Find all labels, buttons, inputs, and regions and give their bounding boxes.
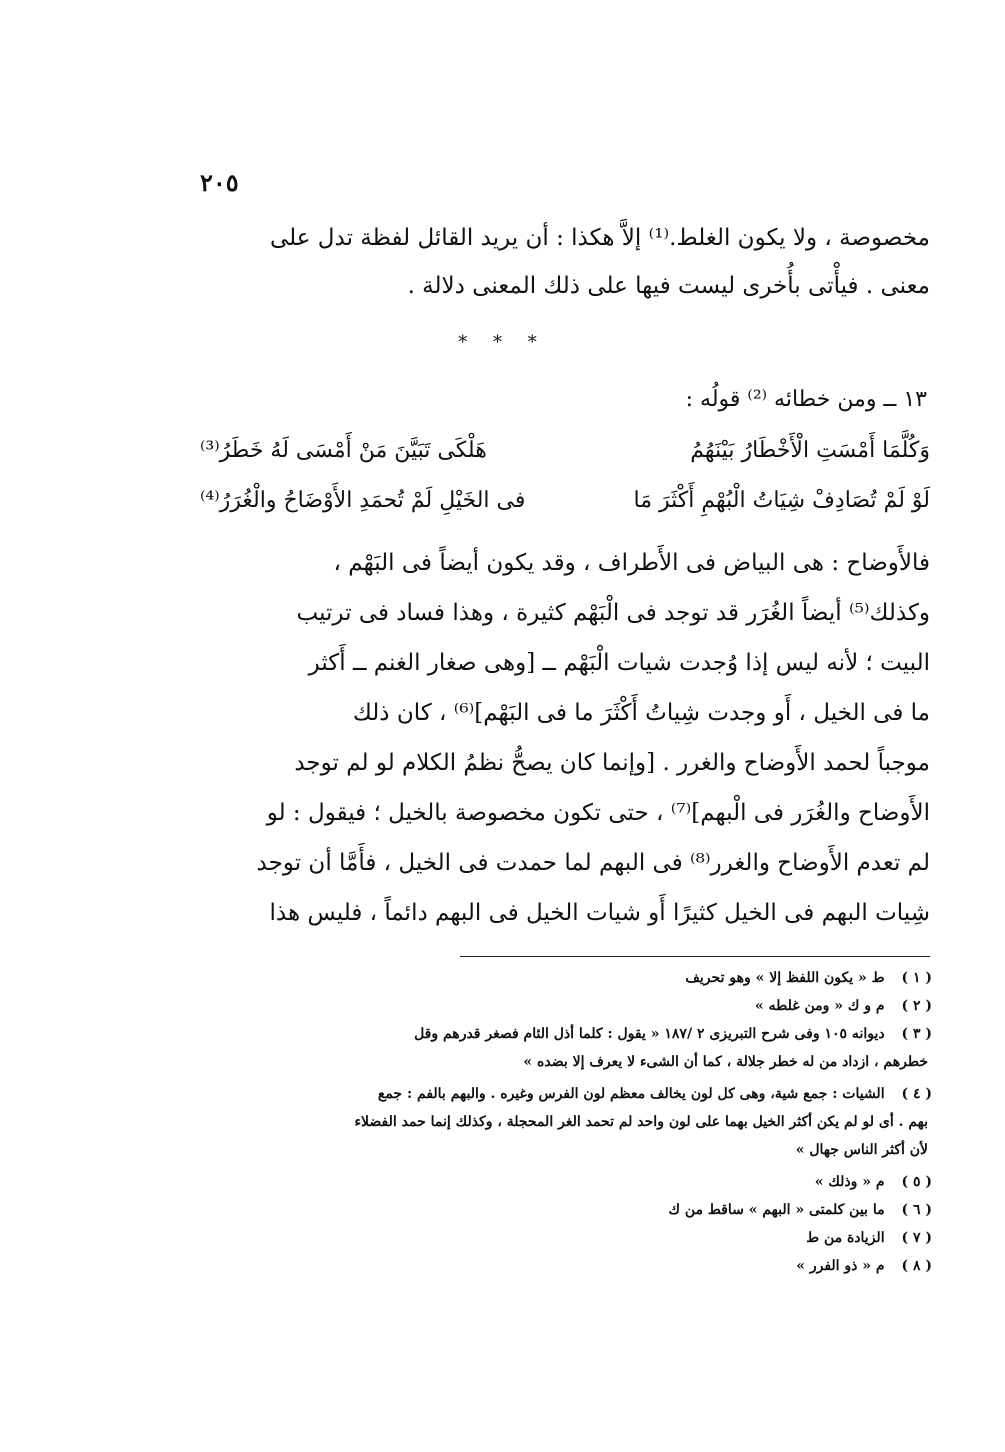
footnote-4	[200, 1080, 932, 1108]
footnote-7-text: الزيادة من ط	[806, 1230, 885, 1246]
commentary-line-6: الأَوضاح والغُرَر فى الْبهم]⁽⁷⁾ ، حتى تكون مخصوصة بالخيل ؛ فيقول : لو	[266, 800, 930, 826]
footnote-3-number: ( ٣ )	[901, 1026, 932, 1042]
intro-line-2: معنى . فيأْتى بأُخرى ليست فيها على ذلك المعنى دلالة .	[407, 273, 930, 299]
footnote-4-continuation-2: لأن أكثر الناس جهال »	[795, 1142, 928, 1158]
footnote-1	[200, 964, 932, 992]
footnote-3-continuation: خطرهم ، ازداد من له خطر جلالة ، كما أن الشىء لا يعرف إلا بضده »	[523, 1054, 928, 1070]
commentary-line-7: لم تعدم الأَوضاح والغرر⁽⁸⁾ فى البهم لما حمدت فى الخيل ، فأَمَّا أن توجد	[256, 850, 930, 876]
commentary-line-1: فالأَوضاح : هى البياض فى الأَطراف ، وقد يكون أيضاً فى البَهْم ،	[333, 550, 930, 576]
footnote-4-number: ( ٤ )	[901, 1086, 932, 1102]
footnote-1-text: ط « يكون اللفظ إلا » وهو تحريف	[685, 970, 885, 986]
footnote-2	[200, 992, 932, 1020]
footnote-8	[200, 1252, 932, 1280]
footnote-1-number: ( ١ )	[901, 970, 932, 986]
footnote-4-continuation-1: بهم . أى لو لم يكن أكثر الخيل بهما على لون واحد لم تحمد الغر المحجلة ، وكذلك إنما حمد الفضلاء	[354, 1114, 928, 1130]
footnotes	[200, 964, 932, 1280]
intro-paragraph	[200, 214, 930, 310]
footnote-5	[200, 1168, 932, 1196]
footnote-7	[200, 1224, 932, 1252]
verse-1-first-hemistich: وَكُلَّمَا أَمْسَتِ الْأَخْطَارُ بَيْنَهُمُ	[690, 438, 930, 463]
footnote-4-text: الشيات : جمع شية، وهى كل لون يخالف معظم لون الفرس وغيره . والبهم بالفم : جمع	[377, 1086, 885, 1102]
verse-2-second-hemistich: فى الخَيْلِ لَمْ تُحمَدِ الأَوْضَاحُ والْغُرَرُ⁽⁴⁾	[200, 488, 526, 513]
page-number: ٢٠٥	[200, 168, 239, 197]
verse-2-first-hemistich: لَوْ لَمْ تُصَادِفْ شِيَاتُ الْبُهْمِ أَكْثَرَ مَا	[633, 488, 930, 513]
footnote-3-text: ديوانه ١٠٥ وفى شرح التبريزى ٢ /١٨٧ « يقول : كلما أذل الئام فصغر قدرهم وقل	[414, 1026, 885, 1042]
footnote-5-number: ( ٥ )	[901, 1174, 932, 1190]
poem-verse-2	[200, 478, 930, 524]
footnote-6-text: ما بين كلمتى « البهم » ساقط من ك	[668, 1202, 885, 1218]
poem-heading: ١٣ ــ ومن خطائه ⁽²⁾ قولُه :	[685, 387, 927, 412]
footnote-divider	[460, 956, 930, 957]
footnote-2-text: م و ك « ومن غلطه »	[755, 998, 885, 1014]
footnote-8-number: ( ٨ )	[901, 1258, 932, 1274]
section-separator: * * *	[458, 332, 547, 353]
commentary-paragraph	[200, 538, 930, 938]
verse-1-second-hemistich: هَلْكَى تَبَيَّنَ مَنْ أَمْسَى لَهُ خَطَرُ⁽³⁾	[200, 438, 487, 463]
footnote-6	[200, 1196, 932, 1224]
commentary-line-5: موجباً لحمد الأَوضاح والغرر . [وإنما كان يصحُّ نظمُ الكلام لو لم توجد	[294, 750, 930, 776]
footnote-5-text: م « وذلك »	[814, 1174, 885, 1190]
footnote-3	[200, 1020, 932, 1048]
footnote-2-number: ( ٢ )	[901, 998, 932, 1014]
commentary-line-2: وكذلك⁽⁵⁾ أيضاً الغُرَر قد توجد فى الْبَهْم كثيرة ، وهذا فساد فى ترتيب	[296, 600, 930, 626]
footnote-8-text: م « ذو الفرر »	[796, 1258, 885, 1274]
poem-verse-1	[200, 428, 930, 474]
footnote-6-number: ( ٦ )	[901, 1202, 932, 1218]
intro-line-1: مخصوصة ، ولا يكون الغلط.⁽¹⁾ إلاَّ هكذا : أن يريد القائل لفظة تدل على	[269, 225, 930, 251]
commentary-line-8: شِيات البهم فى الخيل كثيرًا أَو شيات الخيل فى البهم دائماً ، فليس هذا	[269, 900, 930, 926]
commentary-line-4: ما فى الخيل ، أَو وجدت شِياتُ أَكْثَرَ ما فى البَهْم]⁽⁶⁾ ، كان ذلك	[352, 700, 930, 726]
commentary-line-3: البيت ؛ لأنه ليس إذا وُجدت شيات الْبَهْم ــ [وهى صغار الغنم ــ أَكثر	[308, 650, 930, 676]
footnote-7-number: ( ٧ )	[901, 1230, 932, 1246]
